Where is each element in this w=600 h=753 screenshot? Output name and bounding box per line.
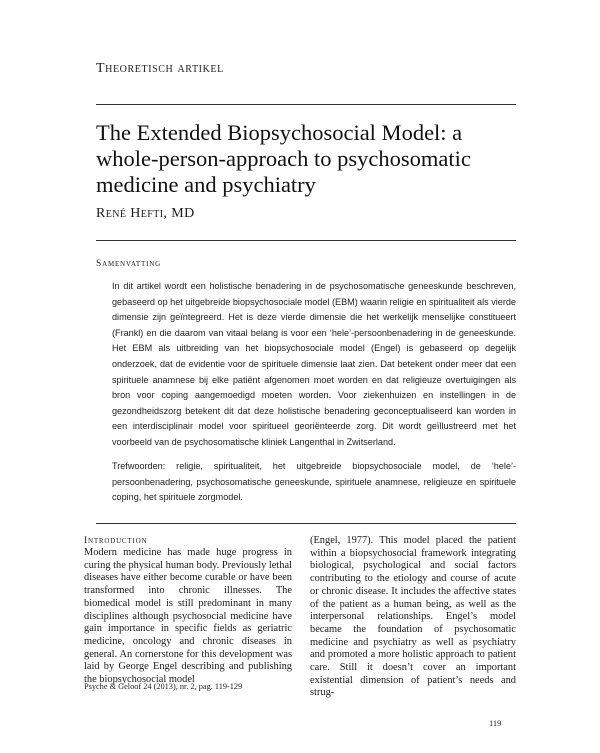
abstract-divider: [96, 523, 516, 524]
intro-heading: Introduction: [84, 536, 148, 546]
keywords-text: Trefwoorden: religie, spiritualiteit, het uitgebreide biopsychosociale model, de ‘hele’-persoonbenadering, psychosomatische geneeskunde, spirituele anamnese, religieuze en spirituele coping, het spirituele zorgmodel.: [112, 461, 516, 503]
footer-citation: Psyche & Geloof 24 (2013), nr. 2, pag. 119-129: [84, 682, 243, 691]
page-number: 119: [489, 718, 502, 728]
article-title: The Extended Biopsychosocial Model: a whole-person-approach to psychosomatic medicine and psychiatry: [96, 120, 471, 197]
abstract-label: Samenvatting: [96, 259, 161, 269]
intro-left-column: Modern medicine has made huge progress in curing the physical human body. Previously lethal diseases have either become curable or have been transformed into chronic illnesses. The biomedical model is still predominant in many disciplines although psychosocial medicine have gain importance in specific fields as geriatric medicine, oncology and chronic diseases in general. An cornerstone for this development was laid by George Engel describing and publishing the biopsychosocial model: [84, 547, 292, 686]
header-divider: [96, 104, 516, 105]
title-divider: [96, 240, 516, 241]
article-author: René Hefti, MD: [96, 206, 195, 221]
abstract-text: In dit artikel wordt een holistische benadering in de psychosomatische geneeskunde beschreven, gebaseerd op het uitgebreide biopsychosociale model (EBM) waarin religie en spiritualiteit als vierde dimensie zijn geïntegreerd. Het is deze vierde dimensie die het werkelijk menselijke constitueert (Frankl) en die daarom van vitaal belang is voor een ‘hele’-persoonbenadering in de geneeskunde. Het EBM als uitbreiding van het biopsychosociale model (Engel) is gebaseerd op degelijk onderzoek, dat de evidentie voor de spirituele dimensie laat zien. Dat betekent onder meer dat een spirituele anamnese bij elke patiënt afgenomen moet worden en dat religieuze overtuigingen als bron voor coping aangemoedigd moeten worden. Voor ziekenhuizen en instellingen in de gezondheidszorg betekent dit dat deze holistische benadering geconceptualiseerd kan worden in een interdisciplinair model voor spiritueel georiënteerde zorg. Dit wordt geïllustreerd met het voorbeeld van de psychosomatische kliniek Langenthal in Zwitserland.: [112, 281, 516, 447]
section-label: Theoretisch artikel: [96, 61, 224, 76]
intro-right-column: (Engel, 1977). This model placed the patient within a biopsychosocial framework integrating biological, psychological and social factors contributing to the etiology and course of acute or chronic disease. It includes the affective states of the patient as a human being, as well as the interpersonal relationships. Engel’s model became the foundation of psychosomatic medicine and psychiatry as well as psychiatry and promoted a more holistic approach to patient care. Still it doesn’t cover an important existential dimension of patient’s needs and strug-: [310, 535, 516, 699]
